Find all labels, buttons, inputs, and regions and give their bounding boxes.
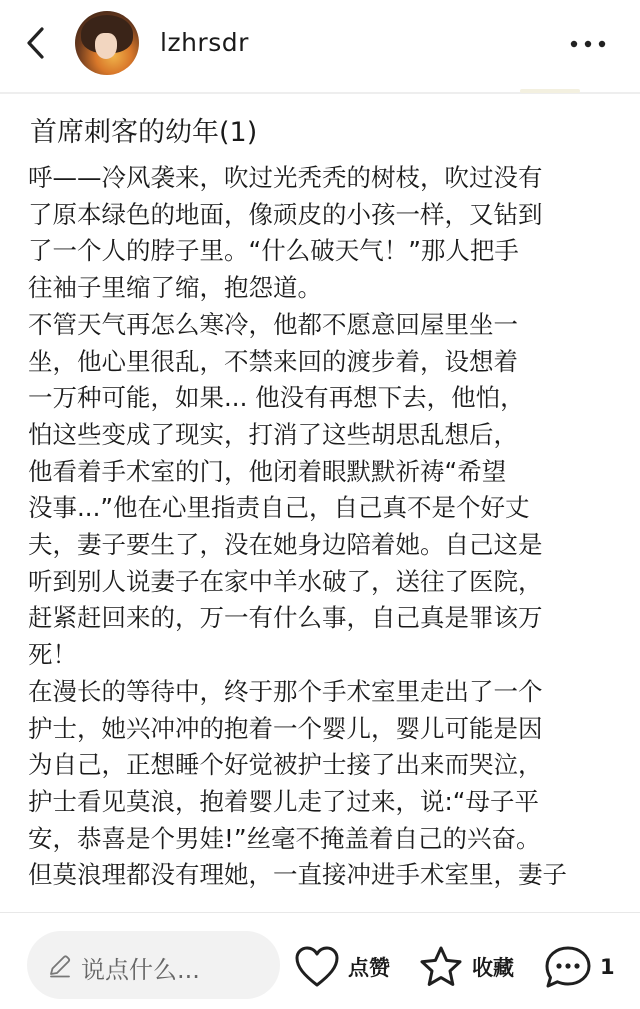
article-body — [28, 160, 618, 912]
comment-bubble-icon — [544, 944, 592, 990]
back-arrow-icon[interactable] — [22, 26, 52, 60]
article-line: 他看着手术室的门，他闭着眼默默祈祷“希望 — [28, 456, 507, 486]
heart-icon — [294, 945, 340, 989]
article-line: 为自己，正想睡个好觉被护士接了出来而哭泣， — [28, 750, 543, 780]
comment-input[interactable] — [27, 931, 280, 999]
article-line: 但莫浪理都没有理她，一直接冲进手术室里，妻子 — [28, 860, 567, 890]
more-options-icon[interactable] — [568, 36, 608, 52]
article-line: 在漫长的等待中，终于那个手术室里走出了一个 — [28, 676, 543, 706]
article-line: 安，恭喜是个男娃!”丝毫不掩盖着自己的兴奋。 — [28, 823, 541, 853]
article-line: 赶紧赶回来的，万一有什么事，自己真是罪该万 — [28, 603, 543, 633]
article-line: 一万种可能，如果... 他没有再想下去，他怕， — [28, 383, 525, 413]
article-title: 首席刺客的幼年(1) — [30, 117, 258, 148]
bottom-action-bar — [0, 912, 640, 1009]
star-icon — [418, 945, 464, 989]
top-bar — [0, 0, 640, 92]
article-line: 坐，他心里很乱，不禁来回的渡步着，设想着 — [28, 346, 518, 376]
article-line: 了原本绿色的地面，像顽皮的小孩一样，又钻到 — [28, 199, 543, 229]
article-line: 死！ — [28, 640, 77, 670]
article-line: 夫，妻子要生了，没在她身边陪着她。自己这是 — [28, 530, 543, 560]
avatar-face — [95, 33, 117, 59]
article-line: 不管天气再怎么寒冷，他都不愿意回屋里坐一 — [28, 309, 518, 339]
username[interactable]: lzhrsdr — [160, 28, 249, 57]
header-divider-accent — [520, 89, 580, 93]
avatar[interactable] — [75, 11, 139, 75]
article-line: 了一个人的脖子里。“什么破天气！”那人把手 — [28, 236, 519, 266]
favorite-label: 收藏 — [472, 956, 514, 980]
article-line: 护士，她兴冲冲的抱着一个婴儿，婴儿可能是因 — [28, 713, 543, 743]
like-label: 点赞 — [348, 956, 390, 980]
article-line: 没事...”他在心里指责自己，自己真不是个好丈 — [28, 493, 530, 523]
article-line: 怕这些变成了现实，打消了这些胡思乱想后， — [28, 419, 518, 449]
comment-placeholder: 说点什么... — [81, 956, 200, 984]
comment-button[interactable] — [544, 943, 615, 991]
favorite-button[interactable] — [418, 943, 514, 991]
pencil-icon — [47, 953, 73, 979]
article-line: 听到别人说妻子在家中羊水破了，送往了医院， — [28, 566, 543, 596]
article-line: 呼——冷风袭来，吹过光秃秃的树枝，吹过没有 — [28, 163, 543, 192]
article-line: 往袖子里缩了缩，抱怨道。 — [28, 273, 322, 303]
like-button[interactable] — [294, 943, 390, 991]
comment-count: 1 — [600, 955, 615, 979]
article-line: 护士看见莫浪，抱着婴儿走了过来，说:“母子平 — [28, 786, 539, 816]
